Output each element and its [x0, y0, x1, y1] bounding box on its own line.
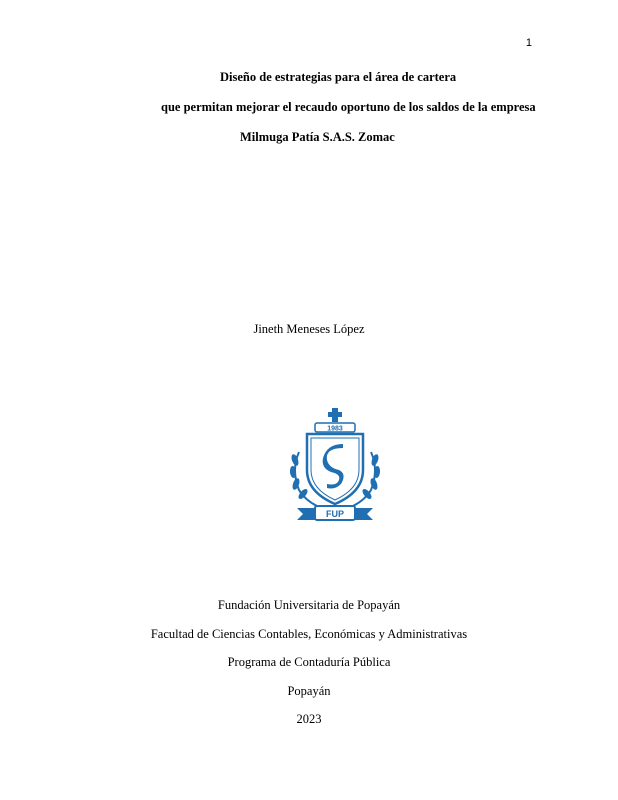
faculty-name: Facultad de Ciencias Contables, Económicas y Administrativas [150, 627, 468, 641]
title-line-3: Milmuga Patía S.A.S. Zomac [240, 130, 395, 144]
title-line-2: que permitan mejorar el recaudo oportuno de los saldos de la empresa [161, 100, 536, 114]
crest-banner-text: FUP [326, 509, 344, 519]
publication-year: 2023 [296, 712, 322, 726]
city-name: Popayán [287, 684, 331, 698]
crest-year-text: 1983 [327, 425, 343, 433]
author-name: Jineth Meneses López [253, 322, 365, 336]
university-crest-icon [283, 404, 387, 526]
page-number: 1 [525, 37, 532, 49]
title-line-1: Diseño de estrategias para el área de cartera [220, 70, 457, 84]
program-name: Programa de Contaduría Pública [227, 655, 391, 669]
institution-name: Fundación Universitaria de Popayán [217, 598, 401, 612]
